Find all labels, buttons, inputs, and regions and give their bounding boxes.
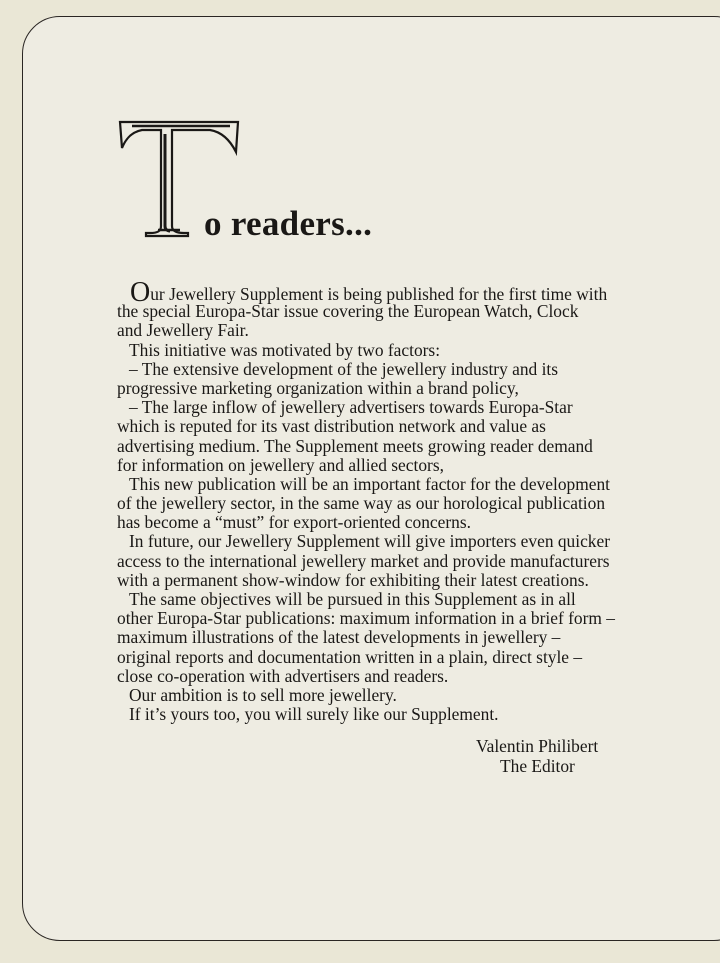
body-line: access to the international jewellery market and provide manufacturers: [117, 550, 610, 571]
body-line: advertising medium. The Supplement meets growing reader demand: [117, 435, 593, 456]
body-line: which is reputed for its vast distribution network and value as: [117, 416, 546, 437]
signature-title: The Editor: [500, 756, 575, 776]
body-line: close co-operation with advertisers and readers.: [117, 665, 449, 686]
body-line: Our Jewellery Supplement is being published for the first time with: [130, 277, 608, 308]
body-line: Our ambition is to sell more jewellery.: [129, 684, 397, 705]
body-line: – The large inflow of jewellery advertisers towards Europa-Star: [129, 397, 573, 418]
body-line: other Europa-Star publications: maximum information in a brief form –: [117, 608, 615, 629]
body-line: and Jewellery Fair.: [117, 320, 249, 341]
body-line: This new publication will be an important factor for the development: [129, 473, 611, 494]
body-line: If it’s yours too, you will surely like our Supplement.: [129, 704, 499, 725]
body-line: This initiative was motivated by two factors:: [129, 339, 441, 360]
body-line: In future, our Jewellery Supplement will give importers even quicker: [129, 531, 611, 552]
body-line: The same objectives will be pursued in this Supplement as in all: [129, 589, 576, 609]
signature-name: Valentin Philibert: [476, 736, 599, 756]
body-line: of the jewellery sector, in the same way as our horological publication: [117, 493, 606, 514]
title-text: o readers...: [204, 204, 373, 243]
page-title: [118, 118, 518, 248]
body-line: for information on jewellery and allied sectors,: [117, 454, 444, 475]
body-line: original reports and documentation written in a plain, direct style –: [117, 646, 583, 667]
body-line: has become a “must” for export-oriented concerns.: [117, 512, 471, 533]
letter-body: [117, 277, 637, 725]
initial-letter: O: [130, 277, 151, 308]
body-line: maximum illustrations of the latest developments in jewellery –: [117, 627, 561, 648]
body-line: progressive marketing organization within a brand policy,: [117, 377, 519, 398]
body-line: with a permanent show-window for exhibiting their latest creations.: [117, 569, 589, 590]
body-line: – The extensive development of the jewellery industry and its: [129, 358, 559, 379]
body-line: the special Europa-Star issue covering the European Watch, Clock: [117, 301, 579, 322]
